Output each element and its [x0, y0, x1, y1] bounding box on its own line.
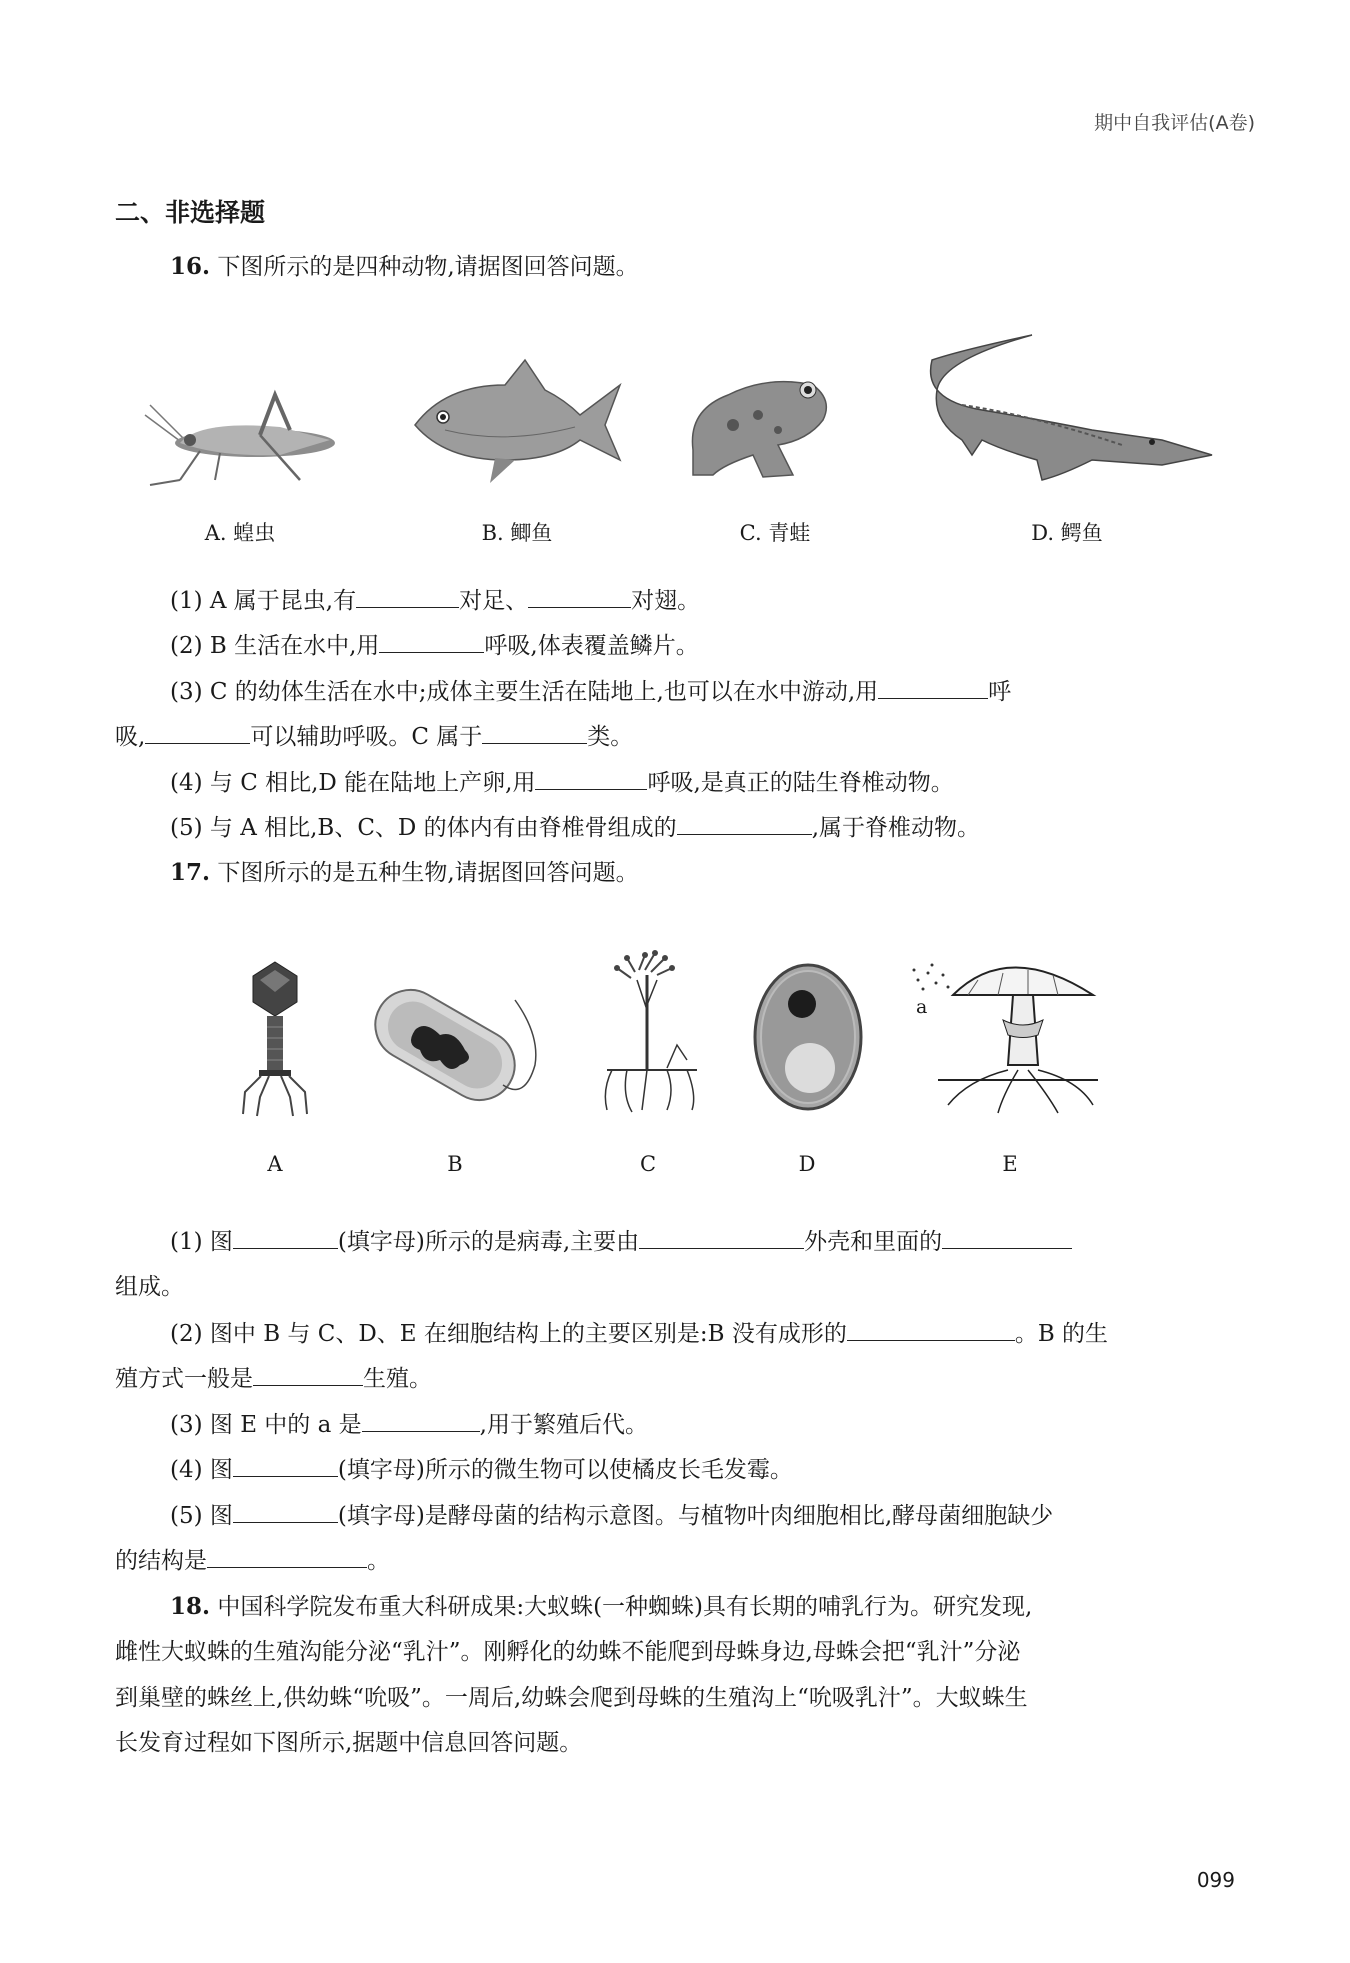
caption-frog: C. 青蛙	[739, 521, 811, 545]
q16-sub1-text-c: 对翅。	[631, 588, 701, 614]
q17-sub2-text-b: 。B 的生	[1014, 1321, 1109, 1347]
q17-sub3-text-b: ,用于繁殖后代。	[479, 1412, 648, 1438]
answer-blank[interactable]	[362, 1409, 480, 1432]
caption-b: B	[447, 1152, 463, 1176]
q18-line2: 雌性大蚁蛛的生殖沟能分泌“乳汁”。刚孵化的幼蛛不能爬到母蛛身边,母蛛会把“乳汁”分泌	[115, 1639, 1021, 1665]
q16-stem	[170, 252, 639, 282]
answer-blank[interactable]	[639, 1226, 804, 1249]
spore-label: a	[916, 996, 928, 1018]
q17-sub1	[170, 1226, 1072, 1257]
crocodile-image	[922, 330, 1214, 490]
q17-sub1-cont: 组成。	[115, 1274, 184, 1300]
q17-stem	[170, 858, 639, 888]
q17-sub5-text-b: (填字母)是酵母菌的结构示意图。与植物叶肉细胞相比,酵母菌细胞缺少	[337, 1503, 1054, 1529]
q16-sub1-text-a: (1) A 属于昆虫,有	[170, 588, 357, 614]
q16-number: 16.	[170, 253, 211, 280]
q17-sub2-text-d: 生殖。	[363, 1366, 432, 1392]
q16-sub3	[170, 676, 1011, 707]
answer-blank[interactable]	[253, 1363, 363, 1386]
q17-sub3	[170, 1409, 648, 1440]
q17-sub5	[170, 1500, 1053, 1531]
answer-blank[interactable]	[482, 721, 587, 744]
q16-sub2-text-b: 呼吸,体表覆盖鳞片。	[484, 633, 699, 659]
q17-sub2	[170, 1318, 1108, 1349]
answer-blank[interactable]	[233, 1454, 338, 1477]
answer-blank[interactable]	[207, 1545, 367, 1568]
q16-sub2-text-a: (2) B 生活在水中,用	[170, 633, 380, 659]
q18-line4: 长发育过程如下图所示,据题中信息回答问题。	[115, 1730, 583, 1756]
grasshopper-image	[140, 385, 340, 495]
running-header: 期中自我评估(A卷)	[1094, 112, 1255, 134]
q16-sub3-cont	[115, 721, 633, 752]
answer-blank[interactable]	[528, 585, 631, 608]
q17-sub4-text-b: (填字母)所示的微生物可以使橘皮长毛发霉。	[337, 1457, 793, 1483]
q16-sub3-text-a: (3) C 的幼体生活在水中;成体主要生活在陆地上,也可以在水中游动,用	[170, 679, 879, 705]
q17-sub2-text-a: (2) 图中 B 与 C、D、E 在细胞结构上的主要区别是:B 没有成形的	[170, 1321, 847, 1347]
caption-crucian-carp: B. 鲫鱼	[481, 521, 553, 545]
q16-stem-text: 下图所示的是四种动物,请据图回答问题。	[217, 254, 639, 280]
page-number: 099	[1196, 1868, 1235, 1892]
q16-sub3-text-d: 可以辅助呼吸。C 属于	[250, 724, 483, 750]
q16-sub5-text-a: (5) 与 A 相比,B、C、D 的体内有由脊椎骨组成的	[170, 815, 677, 841]
caption-e: E	[1002, 1152, 1018, 1176]
q16-sub3-text-e: 类。	[587, 724, 634, 750]
q17-sub4-text-a: (4) 图	[170, 1457, 233, 1483]
q18-number: 18.	[170, 1593, 211, 1620]
q16-sub4-text-a: (4) 与 C 相比,D 能在陆地上产卵,用	[170, 770, 536, 796]
bacterium-image	[365, 975, 545, 1110]
bacteriophage-image	[235, 962, 315, 1117]
q16-sub4	[170, 767, 954, 798]
q17-stem-text: 下图所示的是五种生物,请据图回答问题。	[217, 860, 639, 886]
q18-line3: 到巢壁的蛛丝上,供幼蛛“吮吸”。一周后,幼蛛会爬到母蛛的生殖沟上“吮吸乳汁”。大蚁蛛生	[115, 1685, 1028, 1711]
caption-c: C	[639, 1152, 657, 1176]
q17-number: 17.	[170, 859, 211, 886]
q17-sub1-text-c: 外壳和里面的	[804, 1229, 943, 1255]
q17-sub5-text-d: 。	[367, 1548, 390, 1574]
answer-blank[interactable]	[878, 676, 988, 699]
q17-sub5-text-a: (5) 图	[170, 1503, 233, 1529]
answer-blank[interactable]	[233, 1226, 338, 1249]
caption-crocodile: D. 鳄鱼	[1031, 521, 1103, 545]
q17-sub2-cont	[115, 1363, 432, 1394]
answer-blank[interactable]	[535, 767, 647, 790]
q17-sub3-text-a: (3) 图 E 中的 a 是	[170, 1412, 362, 1438]
caption-grasshopper: A. 蝗虫	[204, 521, 276, 545]
q18-text-1: 中国科学院发布重大科研成果:大蚁蛛(一种蜘蛛)具有长期的哺乳行为。研究发现,	[217, 1594, 1033, 1620]
section-title: 二、非选择题	[115, 198, 266, 227]
q16-sub5	[170, 812, 980, 843]
q16-sub2	[170, 630, 699, 661]
q17-sub5-cont	[115, 1545, 390, 1576]
q16-sub1	[170, 585, 700, 616]
q17-sub2-text-c: 殖方式一般是	[115, 1366, 253, 1392]
caption-a: A	[267, 1152, 283, 1176]
q16-sub3-text-c: 吸,	[115, 724, 146, 750]
answer-blank[interactable]	[942, 1226, 1072, 1249]
q16-sub3-text-b: 呼	[988, 679, 1012, 705]
caption-d: D	[798, 1152, 816, 1176]
q16-sub1-text-b: 对足、	[459, 588, 529, 614]
answer-blank[interactable]	[145, 721, 250, 744]
frog-image	[683, 355, 838, 485]
answer-blank[interactable]	[233, 1500, 338, 1523]
answer-blank[interactable]	[379, 630, 484, 653]
q16-sub5-text-b: ,属于脊椎动物。	[811, 815, 980, 841]
mold-image	[597, 950, 707, 1115]
q17-sub5-text-c: 的结构是	[115, 1548, 207, 1574]
q16-sub4-text-b: 呼吸,是真正的陆生脊椎动物。	[647, 770, 954, 796]
q17-sub4	[170, 1454, 793, 1485]
answer-blank[interactable]	[847, 1318, 1015, 1341]
mushroom-image	[908, 955, 1103, 1115]
yeast-cell-image	[752, 962, 864, 1112]
crucian-carp-image	[405, 355, 625, 490]
q17-sub1-text-a: (1) 图	[170, 1229, 233, 1255]
answer-blank[interactable]	[677, 812, 812, 835]
q17-sub1-text-b: (填字母)所示的是病毒,主要由	[337, 1229, 640, 1255]
q18-line1	[170, 1592, 1032, 1622]
answer-blank[interactable]	[356, 585, 459, 608]
